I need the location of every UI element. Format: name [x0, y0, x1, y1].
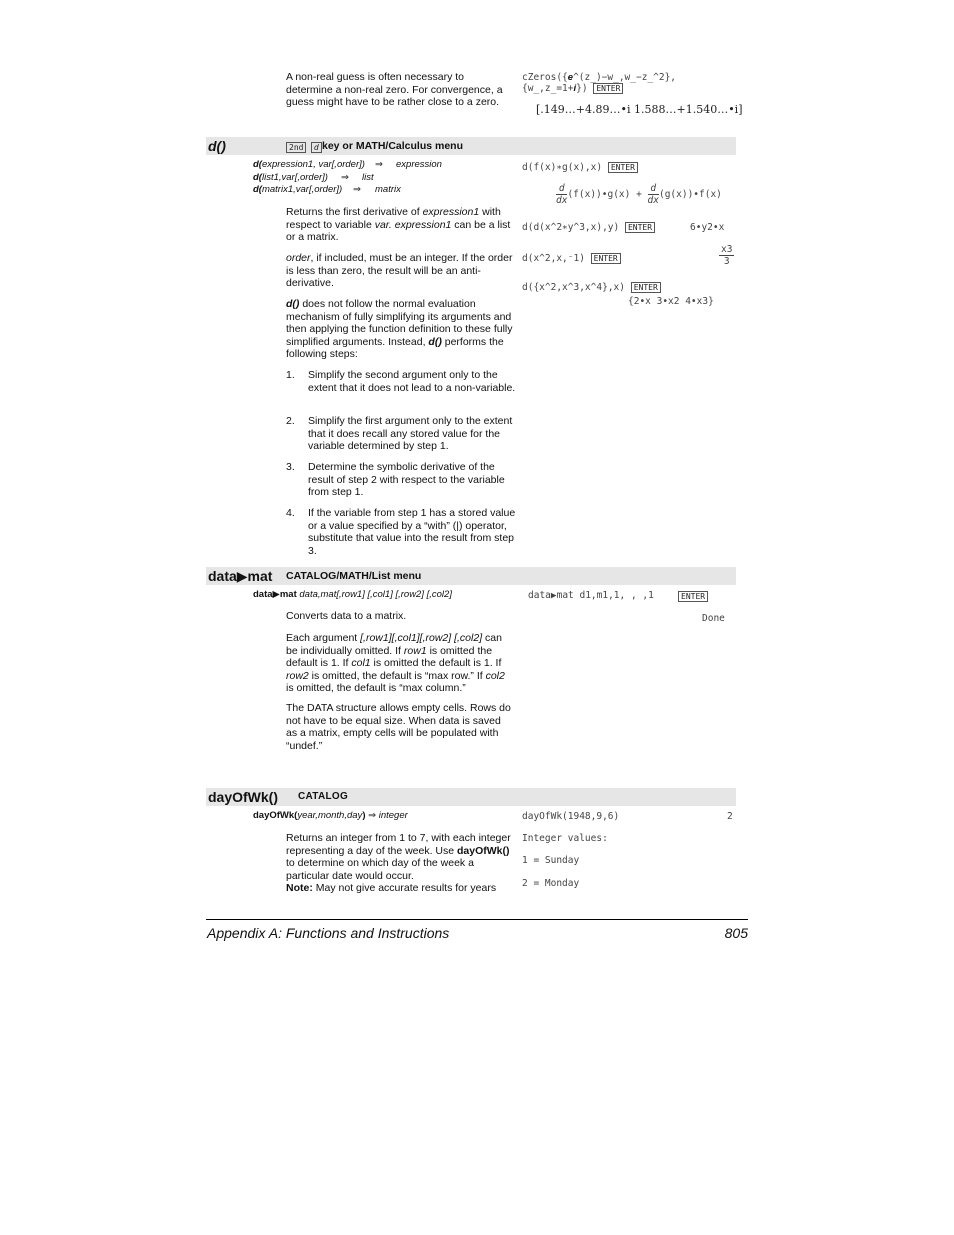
- d-para1: Returns the first derivative of expression1 with respect to variable var. expression1 can be a list or a matrix.: [286, 206, 511, 243]
- datamat-menu: CATALOG/MATH/List menu: [286, 570, 422, 582]
- page-number: 805: [724, 925, 748, 941]
- d-para2: order, if included, must be an integer. If the order is less than zero, the result will be an anti-derivative.: [286, 252, 513, 289]
- d-example-1-input: d(f(x)∗g(x),x) ENTER: [522, 162, 638, 173]
- d-menu: key or MATH/Calculus menu: [322, 140, 464, 152]
- dayofwk-values-label: Integer values:: [522, 833, 608, 844]
- d-title: d(): [208, 138, 226, 154]
- d-syntax: d(expression1, var[,order]) ⇒ expression d(list1,var[,order]) ⇒ list d(matrix1,var[,order]) ⇒ matrix: [253, 159, 442, 195]
- datamat-result: Done: [702, 613, 725, 624]
- dayofwk-example-result: 2: [727, 811, 733, 822]
- d-example-3-result: $\frac{x3}{3}$: [721, 244, 733, 267]
- dayofwk-para: Returns an integer from 1 to 7, with each integer representing a day of the week. Use dayOfWk() to determine on which day of the week a particular date would occur. Note: May not give accurate results for years: [286, 832, 511, 894]
- d-example-4-result: {2•x 3•x2 4•x3}: [628, 296, 714, 307]
- datamat-syntax: data▶mat data,mat[,row1] [,col1] [,row2] [,col2]: [253, 589, 452, 600]
- czeros-result: [.149…+4.89…•i 1.588…+1.540…•i]: [536, 103, 743, 116]
- dayofwk-menu: CATALOG: [298, 791, 349, 802]
- datamat-para3: The DATA structure allows empty cells. Rows do not have to be equal size. When data is saved as a matrix, empty cells will be populated with “undef.”: [286, 702, 511, 752]
- datamat-enter-key: ENTER: [678, 591, 708, 602]
- d-example-3-input: d(x^2,x,⁻1) ENTER: [522, 253, 621, 264]
- czeros-example: cZeros({e^(z_)−w_,w_−z_^2}, {w_,z_=1+i}) ENTER: [522, 72, 677, 94]
- enter-key: ENTER: [593, 83, 623, 94]
- dayofwk-title: dayOfWk(): [208, 789, 278, 805]
- dayofwk-syntax: dayOfWk(year,month,day) ⇒ integer: [253, 810, 408, 821]
- d-para3: d() does not follow the normal evaluation mechanism of fully simplifying its arguments and then applying the function definition to these fully simplified arguments. Instead, d() performs the following steps:: [286, 298, 513, 360]
- datamat-title: data▶mat: [208, 568, 273, 584]
- datamat-para1: Converts data to a matrix.: [286, 610, 407, 622]
- d-example-4-input: d({x^2,x^3,x^4},x) ENTER: [522, 282, 661, 293]
- footer-rule: [206, 919, 748, 920]
- datamat-para2: Each argument [,row1][,col1][,row2] [,col2] can be individually omitted. If row1 is omitted the default is 1. If col1 is omitted the default is 1. If row2 is omitted, the default is “max row.” If col2 is omitted, the default is “max column.”: [286, 632, 505, 694]
- d-example-2-input: d(d(x^2∗y^3,x),y) ENTER: [522, 222, 655, 233]
- czeros-note: A non-real guess is often necessary to determine a non-real zero. For convergence, a guess might have to be rather close to a zero.: [286, 71, 503, 108]
- footer-title: Appendix A: Functions and Instructions: [207, 925, 450, 941]
- d-example-1-result: $\frac{d}{dx}$ (f(x))•g(x) + $\frac{d}{dx}$ (g(x))•f(x): [556, 183, 722, 206]
- dayofwk-section-header: [206, 788, 736, 806]
- d-example-2-result: 6•y2•x: [690, 222, 725, 233]
- dayofwk-value-1: 1 = Sunday: [522, 855, 580, 866]
- dayofwk-example: dayOfWk(1948,9,6): [522, 811, 620, 822]
- dayofwk-value-2: 2 = Monday: [522, 878, 580, 889]
- datamat-section-header: [206, 567, 736, 585]
- datamat-example: data▶mat d1,m1,1, , ,1: [528, 590, 654, 601]
- d-section-header: [206, 137, 736, 155]
- d-keys: 2nd d: [286, 139, 322, 157]
